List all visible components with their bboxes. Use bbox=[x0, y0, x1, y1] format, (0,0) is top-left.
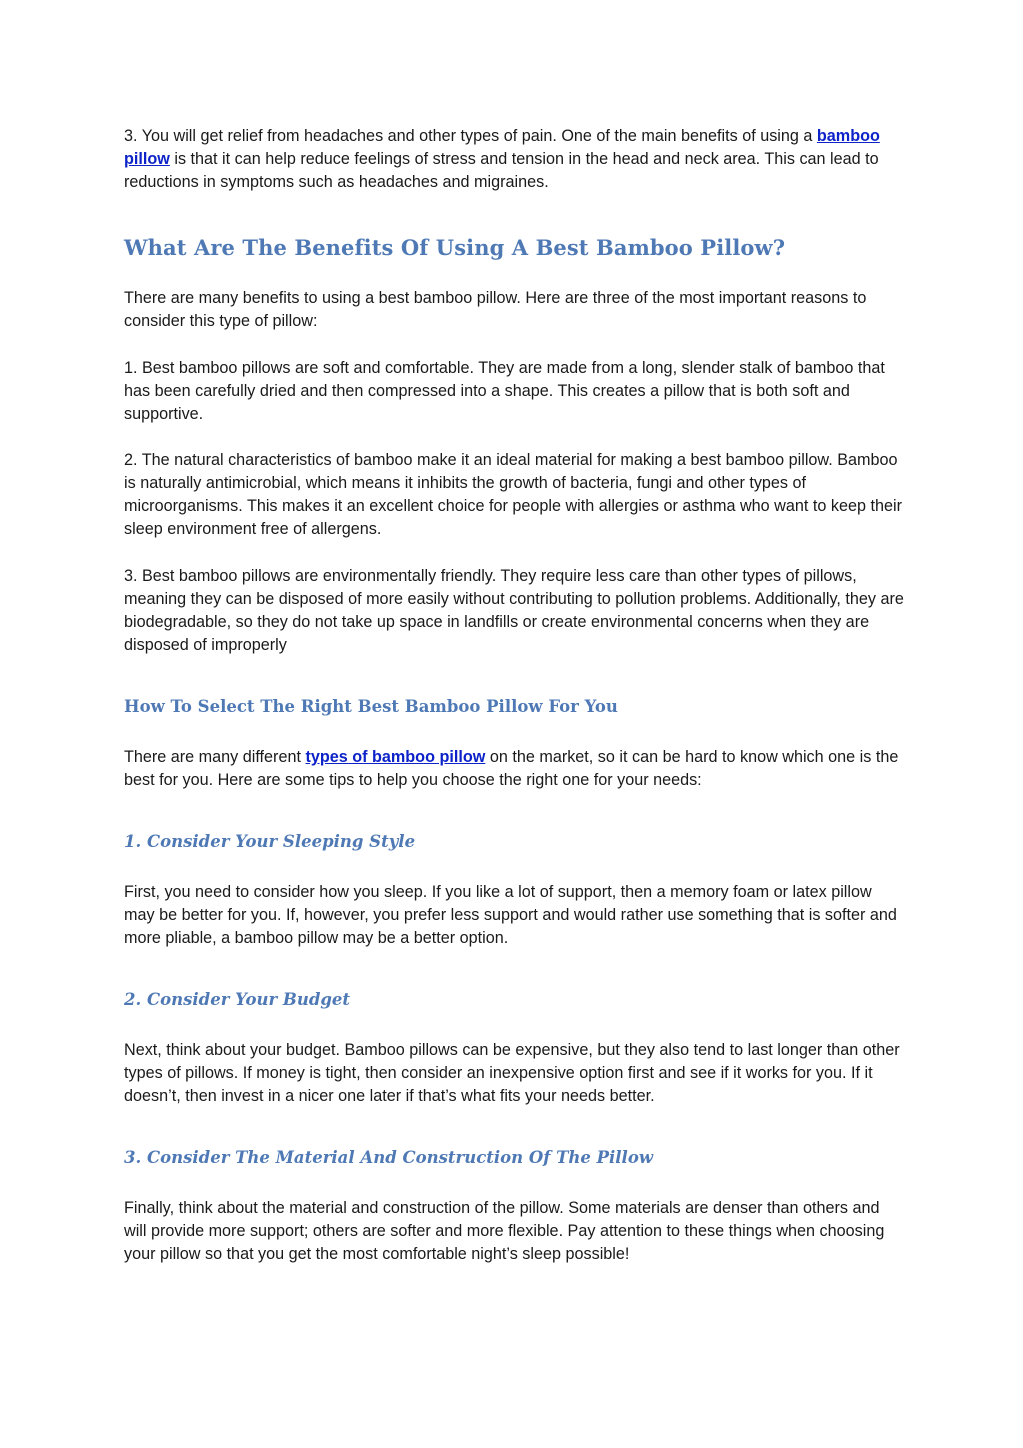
benefits-heading: What Are The Benefits Of Using A Best Bamboo Pillow? bbox=[124, 235, 786, 260]
intro-paragraph: 3. You will get relief from headaches and other types of pain. One of the main benefits of using a bamboo pillow is that it can help reduce feelings of stress and tension in the head and neck area. This can lead to reductions in symptoms such as headaches and migraines. bbox=[124, 127, 880, 191]
benefits-item-1: 1. Best bamboo pillows are soft and comfortable. They are made from a long, slender stalk of bamboo that has been carefully dried and then compressed into a shape. This creates a pillow that is both soft and supportive. bbox=[124, 359, 885, 423]
tip-1-heading: 1. Consider Your Sleeping Style bbox=[124, 832, 416, 851]
benefits-item-3: 3. Best bamboo pillows are environmentally friendly. They require less care than other types of pillows, meaning they can be disposed of more easily without contributing to pollution problems. Additionally, they are biodegradable, so they do not take up space in landfills or create environmental concerns when they are disposed of improperly bbox=[124, 567, 904, 654]
tip-3-heading: 3. Consider The Material And Construction Of The Pillow bbox=[124, 1148, 654, 1167]
bamboo-pillow-link[interactable]: bamboo pillow bbox=[124, 127, 880, 168]
tip-2-heading: 2. Consider Your Budget bbox=[124, 990, 351, 1009]
select-heading: How To Select The Right Best Bamboo Pillow For You bbox=[124, 697, 618, 716]
tip-2-body: Next, think about your budget. Bamboo pillows can be expensive, but they also tend to last longer than other types of pillows. If money is tight, then consider an inexpensive option first and see if it works for you. If it doesn’t, then invest in a nicer one later if that’s what fits your needs better. bbox=[124, 1041, 900, 1105]
select-lead: There are many different types of bamboo pillow on the market, so it can be hard to know which one is the best for you. Here are some tips to help you choose the right one for your needs: bbox=[124, 748, 899, 789]
benefits-lead: There are many benefits to using a best bamboo pillow. Here are three of the most important reasons to consider this type of pillow: bbox=[124, 289, 867, 330]
tip-3-body: Finally, think about the material and construction of the pillow. Some materials are denser than others and will provide more support; others are softer and more flexible. Pay attention to these things when choosing your pillow so that you get the most comfortable night’s sleep possible! bbox=[124, 1199, 885, 1263]
tip-1-body: First, you need to consider how you sleep. If you like a lot of support, then a memory foam or latex pillow may be better for you. If, however, you prefer less support and would rather use something that is softer and more pliable, a bamboo pillow may be a better option. bbox=[124, 883, 897, 947]
benefits-item-2: 2. The natural characteristics of bamboo make it an ideal material for making a best bamboo pillow. Bamboo is naturally antimicrobial, which means it inhibits the growth of bacteria, fungi and other types of microorganisms. This makes it an excellent choice for people with allergies or asthma who want to keep their sleep environment free of allergens. bbox=[124, 451, 902, 538]
types-of-bamboo-pillow-link[interactable]: types of bamboo pillow bbox=[305, 748, 486, 766]
